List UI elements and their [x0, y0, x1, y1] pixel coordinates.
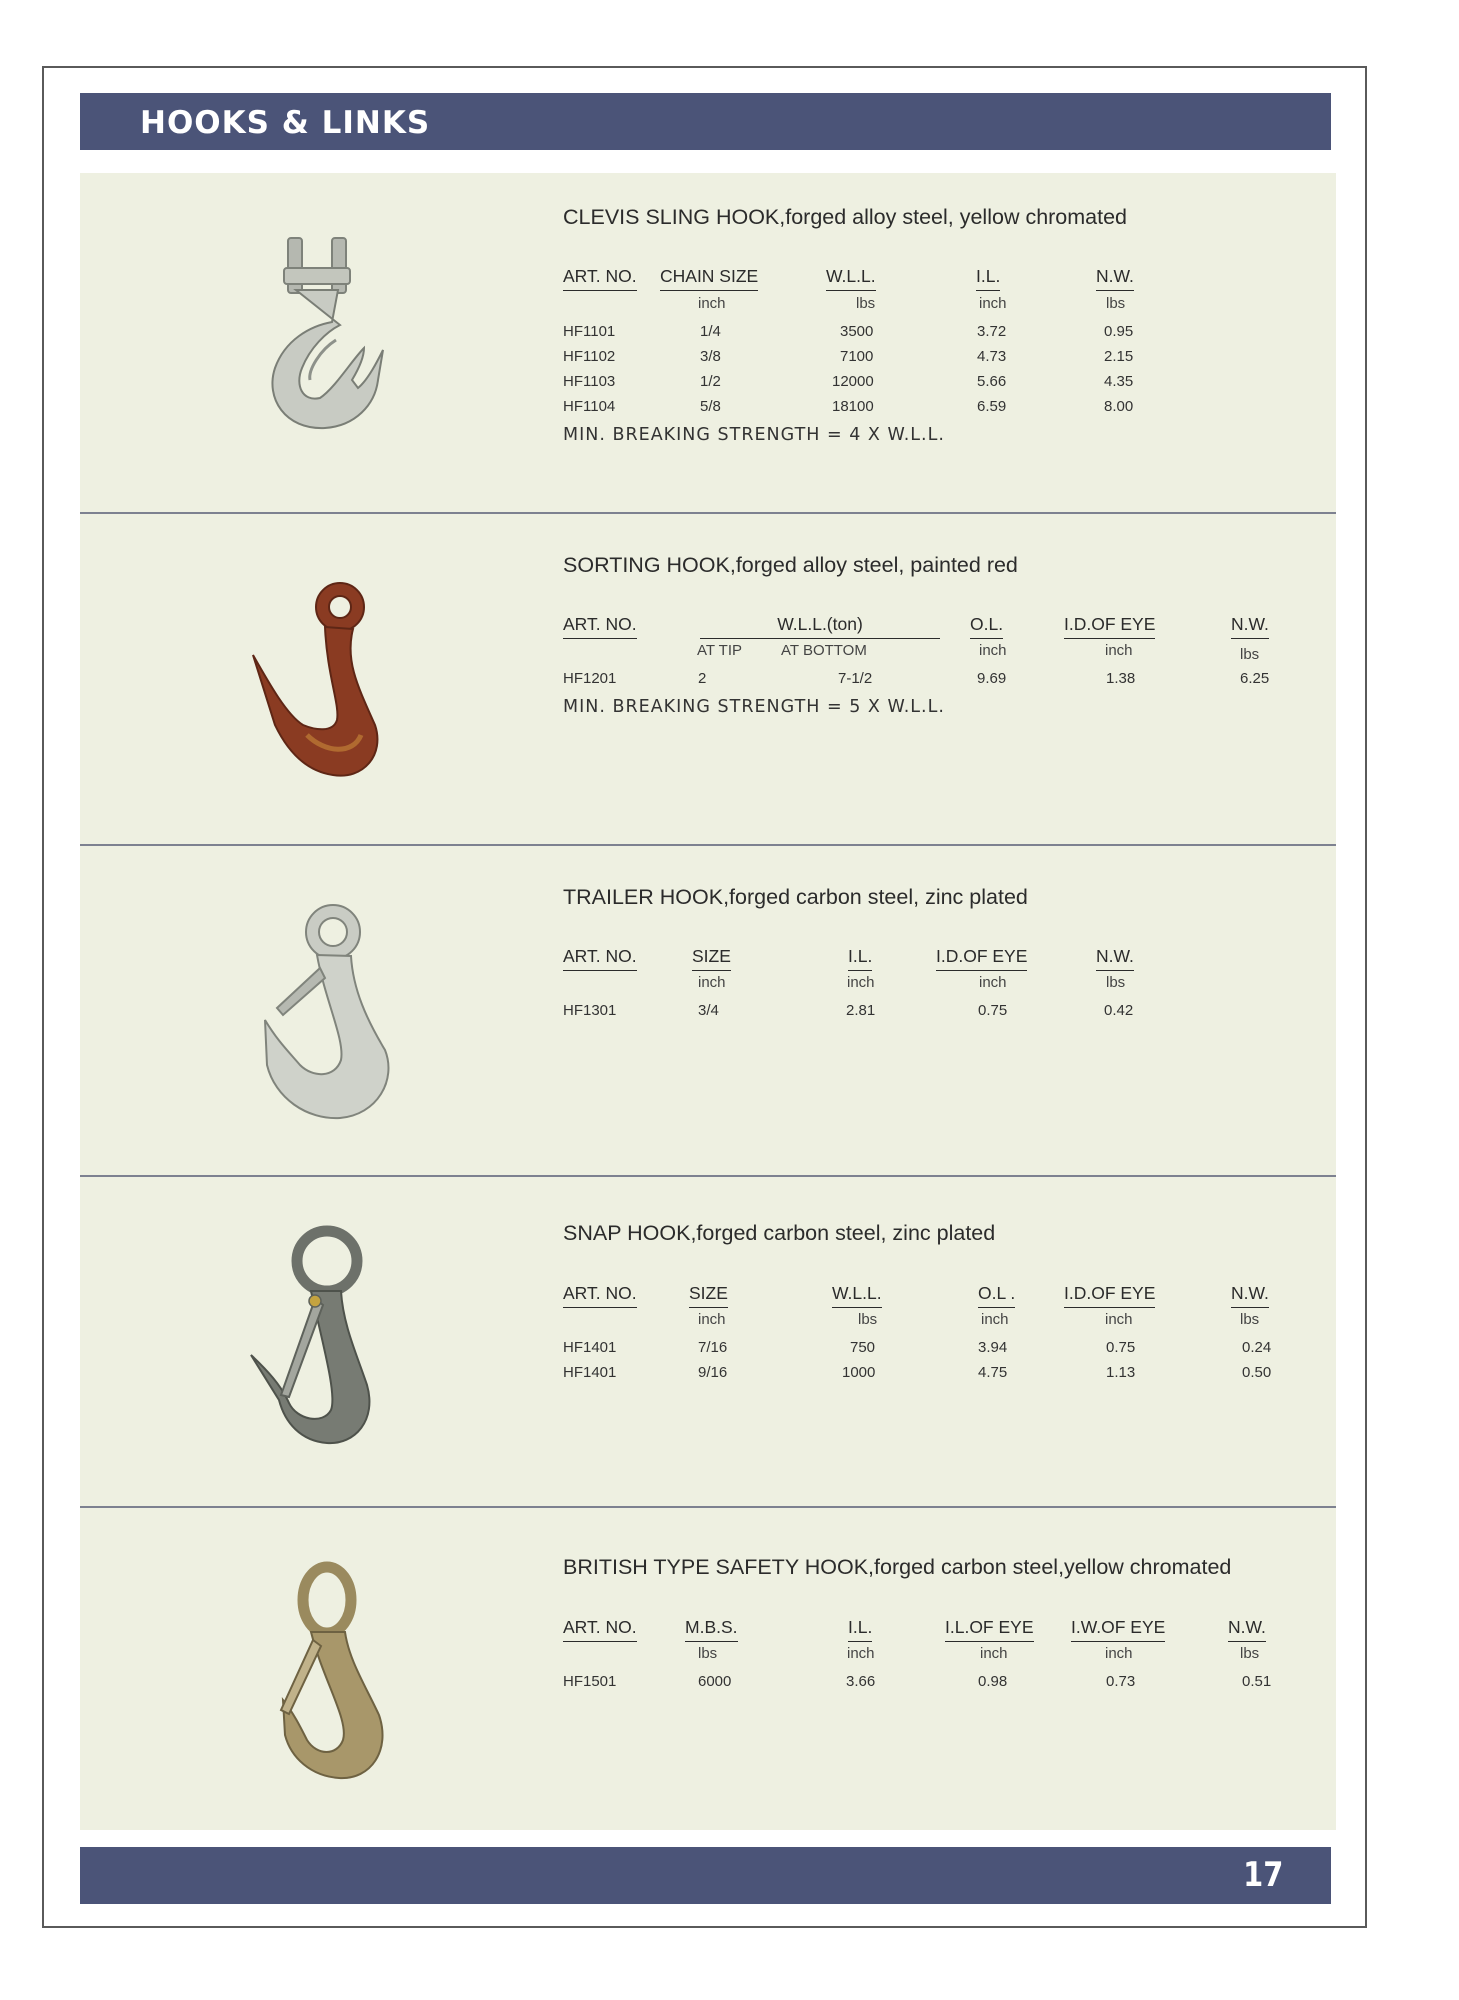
column-header: [1231, 614, 1269, 639]
column-unit: lbs: [1106, 974, 1126, 991]
table-cell: 7/16: [698, 1339, 728, 1356]
table-cell: 0.98: [978, 1673, 1008, 1690]
section-divider: [80, 844, 1336, 846]
section-title: SORTING HOOK,forged alloy steel, painted red: [563, 553, 1018, 577]
column-header-label: I.D.OF EYE: [1064, 1283, 1155, 1308]
column-header: [978, 1283, 1015, 1308]
table-cell: 8.00: [1104, 398, 1134, 415]
column-header: [563, 1283, 637, 1308]
column-header-label: I.D.OF EYE: [1064, 614, 1155, 639]
column-header: [848, 1617, 872, 1642]
column-unit: lbs: [1106, 295, 1126, 312]
column-header-label: SIZE: [692, 946, 731, 971]
column-header-label: I.W.OF EYE: [1071, 1617, 1165, 1642]
column-header-label: W.L.L.: [832, 1283, 882, 1308]
table-cell: 0.75: [1106, 1339, 1136, 1356]
column-header-label: N.W.: [1231, 1283, 1269, 1308]
table-cell: 7-1/2: [838, 670, 873, 687]
column-header: [1096, 266, 1134, 291]
column-header-label: I.L.: [976, 266, 1000, 291]
column-header: [976, 266, 1000, 291]
column-header-label: I.L.: [848, 1617, 872, 1642]
column-header-label: I.L.OF EYE: [945, 1617, 1034, 1642]
column-header-label: O.L .: [978, 1283, 1015, 1308]
column-header-label: ART. NO.: [563, 1283, 637, 1308]
table-cell: 12000: [832, 373, 874, 390]
column-unit: inch: [1105, 1311, 1133, 1328]
table-cell: HF1104: [563, 398, 616, 415]
column-header: [1231, 1283, 1269, 1308]
column-unit: inch: [847, 974, 875, 991]
section-title: CLEVIS SLING HOOK,forged alloy steel, yellow chromated: [563, 205, 1128, 229]
column-header-label: ART. NO.: [563, 946, 637, 971]
table-cell: 4.35: [1104, 373, 1134, 390]
table-cell: 0.95: [1104, 323, 1134, 340]
column-header: [832, 1283, 882, 1308]
column-unit: lbs: [858, 1311, 878, 1328]
column-header: [1071, 1617, 1165, 1642]
table-cell: 4.73: [977, 348, 1007, 365]
column-unit: inch: [979, 642, 1007, 659]
table-cell: 9.69: [977, 670, 1007, 687]
column-unit: lbs: [1240, 1311, 1260, 1328]
column-header: [563, 1617, 637, 1642]
british-safety-hook-image: [255, 1560, 395, 1785]
column-header-label: N.W.: [1096, 266, 1134, 291]
column-header: [826, 266, 876, 291]
column-header: [563, 614, 637, 639]
table-cell: 0.42: [1104, 1002, 1134, 1019]
table-cell: 1000: [842, 1364, 876, 1381]
column-header: [1228, 1617, 1266, 1642]
column-header-label: O.L.: [970, 614, 1003, 639]
column-header: [945, 1617, 1034, 1642]
table-cell: HF1102: [563, 348, 616, 365]
column-header-label: N.W.: [1096, 946, 1134, 971]
column-unit: lbs: [1240, 646, 1260, 663]
column-unit: inch: [1105, 1645, 1133, 1662]
column-header-label: W.L.L.: [826, 266, 876, 291]
trailer-hook-image: [255, 900, 395, 1125]
table-cell: 18100: [832, 398, 874, 415]
column-unit: lbs: [1240, 1645, 1260, 1662]
column-unit: inch: [1105, 642, 1133, 659]
table-cell: 4.75: [978, 1364, 1008, 1381]
table-cell: HF1301: [563, 1002, 617, 1019]
column-header-label: ART. NO.: [563, 266, 637, 291]
page-number: 17: [1242, 1855, 1283, 1895]
column-header-label: SIZE: [689, 1283, 728, 1308]
table-cell: 3500: [840, 323, 874, 340]
breaking-strength-note: MIN. BREAKING STRENGTH = 4 X W.L.L.: [563, 425, 945, 445]
column-header: [700, 614, 940, 639]
table-cell: HF1401: [563, 1364, 617, 1381]
section-title: BRITISH TYPE SAFETY HOOK,forged carbon steel,yellow chromated: [563, 1555, 1232, 1579]
column-header: [689, 1283, 728, 1308]
column-header: [563, 946, 637, 971]
column-header-label: W.L.L.(ton): [700, 614, 940, 639]
header-bar: [80, 93, 1331, 150]
sorting-hook-image: [245, 575, 385, 785]
column-header-label: ART. NO.: [563, 614, 637, 639]
column-unit: inch: [979, 974, 1007, 991]
column-unit: inch: [981, 1311, 1009, 1328]
table-cell: 2.15: [1104, 348, 1134, 365]
column-unit: inch: [698, 974, 726, 991]
column-header: [1096, 946, 1134, 971]
column-header: [1064, 614, 1155, 639]
section-divider: [80, 1506, 1336, 1508]
column-header: [685, 1617, 738, 1642]
column-header: [1064, 1283, 1155, 1308]
column-unit: inch: [980, 1645, 1008, 1662]
table-cell: 1/4: [700, 323, 721, 340]
column-header: [970, 614, 1003, 639]
column-unit: lbs: [698, 1645, 718, 1662]
column-header: [936, 946, 1027, 971]
table-cell: 3/4: [698, 1002, 719, 1019]
table-cell: 3.94: [978, 1339, 1008, 1356]
table-cell: 1.38: [1106, 670, 1136, 687]
table-cell: 2.81: [846, 1002, 876, 1019]
table-cell: 0.24: [1242, 1339, 1272, 1356]
table-cell: 5/8: [700, 398, 721, 415]
column-unit: inch: [979, 295, 1007, 312]
column-unit: inch: [698, 1311, 726, 1328]
table-cell: 5.66: [977, 373, 1007, 390]
table-cell: 0.75: [978, 1002, 1008, 1019]
table-cell: HF1103: [563, 373, 616, 390]
clevis-sling-hook-image: [240, 230, 400, 445]
subheader-at-bottom: AT BOTTOM: [781, 642, 867, 659]
section-divider: [80, 512, 1336, 514]
table-cell: 1/2: [700, 373, 721, 390]
table-cell: 1.13: [1106, 1364, 1136, 1381]
breaking-strength-note: MIN. BREAKING STRENGTH = 5 X W.L.L.: [563, 697, 945, 717]
column-header: [563, 266, 637, 291]
column-header-label: CHAIN SIZE: [660, 266, 758, 291]
table-cell: 750: [850, 1339, 876, 1356]
table-cell: 7100: [840, 348, 874, 365]
section-title: TRAILER HOOK,forged carbon steel, zinc plated: [563, 885, 1028, 909]
column-unit: inch: [847, 1645, 875, 1662]
column-header: [848, 946, 872, 971]
table-cell: 3/8: [700, 348, 721, 365]
column-header-label: I.D.OF EYE: [936, 946, 1027, 971]
table-cell: HF1501: [563, 1673, 617, 1690]
column-header-label: N.W.: [1231, 614, 1269, 639]
table-cell: 0.51: [1242, 1673, 1272, 1690]
column-header-label: M.B.S.: [685, 1617, 738, 1642]
table-cell: HF1101: [563, 323, 616, 340]
table-cell: 6.25: [1240, 670, 1270, 687]
table-cell: 9/16: [698, 1364, 728, 1381]
section-title: SNAP HOOK,forged carbon steel, zinc plated: [563, 1221, 996, 1245]
table-cell: 3.72: [977, 323, 1007, 340]
table-cell: HF1401: [563, 1339, 617, 1356]
column-header: [660, 266, 758, 291]
table-cell: HF1201: [563, 670, 617, 687]
column-header-label: I.L.: [848, 946, 872, 971]
snap-hook-image: [245, 1225, 385, 1450]
table-cell: 2: [698, 670, 707, 687]
column-unit: lbs: [856, 295, 876, 312]
subheader-at-tip: AT TIP: [697, 642, 743, 659]
column-unit: inch: [698, 295, 726, 312]
column-header: [692, 946, 731, 971]
table-cell: 6000: [698, 1673, 732, 1690]
table-cell: 3.66: [846, 1673, 876, 1690]
column-header-label: ART. NO.: [563, 1617, 637, 1642]
page-title: HOOKS & LINKS: [140, 105, 431, 141]
column-header-label: N.W.: [1228, 1617, 1266, 1642]
table-cell: 0.73: [1106, 1673, 1136, 1690]
table-cell: 6.59: [977, 398, 1007, 415]
section-divider: [80, 1175, 1336, 1177]
table-cell: 0.50: [1242, 1364, 1272, 1381]
footer-bar: [80, 1847, 1331, 1904]
